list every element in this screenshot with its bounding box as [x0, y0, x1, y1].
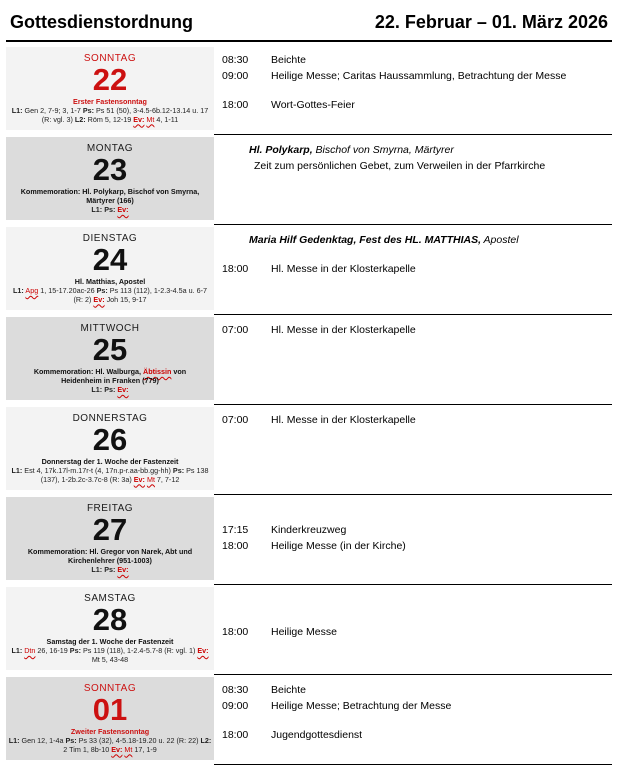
event-description: Heilige Messe (in der Kirche)	[271, 539, 406, 552]
text-segment: L1:	[91, 384, 103, 394]
event-row	[222, 624, 610, 640]
text-segment: Bischof von Smyrna, Märtyrer	[312, 143, 454, 156]
text-segment: Ev:	[117, 384, 129, 394]
text-segment: Ev:	[133, 114, 145, 124]
events-column	[214, 407, 612, 495]
feast-title	[6, 637, 214, 646]
events-column	[214, 137, 612, 225]
lectionary-readings	[6, 737, 214, 755]
event-row	[222, 261, 610, 277]
day-name: FREITAG	[86, 502, 134, 514]
text-segment: Ps:	[82, 105, 95, 115]
text-segment: 7, 7-12	[154, 474, 180, 484]
event-description: Heilige Messe; Betrachtung der Messe	[271, 699, 452, 712]
event-list	[222, 412, 610, 428]
event-time: 07:00	[222, 413, 249, 426]
schedule-table	[6, 42, 612, 765]
text-segment: L1:	[91, 564, 103, 574]
text-segment: Ps 33 (32), 4-5.18-19.20 u. 22 (R: 22)	[76, 735, 201, 745]
text-segment: Ev:	[197, 645, 209, 655]
lectionary-readings	[6, 386, 214, 395]
text-segment: Gen 2, 7-9; 3, 1-7	[22, 105, 83, 115]
text-segment: Kommemoration: Hl. Walburga,	[33, 366, 143, 376]
text-segment: L2:	[74, 114, 86, 124]
text-segment: Mt	[124, 744, 133, 754]
feast-title	[6, 277, 214, 286]
day-number: 28	[92, 601, 128, 637]
text-segment: Hl. Polykarp,	[249, 143, 313, 156]
event-description: Hl. Messe in der Klosterkapelle	[271, 262, 416, 275]
day-row	[6, 47, 612, 135]
event-row	[222, 52, 610, 68]
text-segment: Dtn	[24, 645, 36, 655]
day-number: 01	[92, 691, 128, 727]
event-description: Jugendgottesdienst	[271, 728, 363, 741]
event-time: 18:00	[222, 539, 249, 552]
day-row	[6, 587, 612, 675]
event-row	[222, 322, 610, 338]
events-column	[214, 47, 612, 135]
day-name: SONNTAG	[83, 52, 137, 64]
event-description: Hl. Messe in der Klosterkapelle	[271, 323, 416, 336]
day-row	[6, 497, 612, 585]
lectionary-readings	[6, 107, 214, 125]
text-segment: Äbtissin	[143, 366, 172, 376]
day-row	[6, 407, 612, 495]
event-description: Wort-Gottes-Feier	[271, 98, 355, 111]
day-cell	[6, 227, 214, 310]
day-name: SAMSTAG	[84, 592, 136, 604]
day-number: 27	[92, 511, 128, 547]
event-time: 18:00	[222, 625, 249, 638]
text-segment: Ps:	[69, 645, 81, 655]
day-number: 24	[92, 241, 128, 277]
day-name: SONNTAG	[83, 682, 137, 694]
text-segment: Maria Hilf Gedenktag, Fest des HL. MATTHIAS,	[249, 233, 482, 246]
text-segment: L1:	[91, 204, 103, 214]
note-line: Zeit zum persönlichen Gebet, zum Verweilen in der Pfarrkirche	[254, 159, 546, 172]
feast-title	[6, 97, 214, 106]
lectionary-readings	[6, 566, 214, 575]
event-description: Heilige Messe	[271, 625, 337, 638]
event-time: 09:00	[222, 699, 249, 712]
event-description: Beichte	[271, 53, 307, 66]
event-list	[222, 322, 610, 338]
event-description: Heilige Messe; Caritas Haussammlung, Betrachtung der Messe	[271, 69, 567, 82]
event-row	[222, 538, 610, 554]
text-segment: Ps:	[172, 465, 185, 475]
day-cell	[6, 587, 214, 670]
text-segment: Mt 5, 43-48	[91, 654, 129, 664]
text-segment: Ps:	[96, 285, 108, 295]
text-segment: L1:	[13, 285, 24, 295]
day-cell	[6, 677, 214, 760]
page-title: Gottesdienstordnung	[10, 12, 193, 32]
event-description: Beichte	[271, 683, 307, 696]
day-number: 22	[92, 61, 128, 97]
day-number: 25	[92, 331, 128, 367]
text-segment: L1:	[11, 105, 23, 115]
events-column	[214, 317, 612, 405]
event-time: 18:00	[222, 262, 249, 275]
text-segment: 4, 1-11	[154, 114, 179, 124]
day-number: 26	[92, 421, 128, 457]
text-segment: L1:	[8, 735, 20, 745]
text-segment: 1, 15-17.20ac-26	[38, 285, 97, 295]
day-number: 23	[92, 151, 128, 187]
day-name: MITTWOCH	[80, 322, 140, 334]
text-segment: Kommemoration: Hl. Polykarp, Bischof von Smyrna, Märtyrer (166)	[20, 186, 200, 205]
text-segment: Ev:	[111, 744, 123, 754]
day-row	[6, 677, 612, 765]
day-cell	[6, 317, 214, 400]
text-segment: Erster Fastensonntag	[73, 96, 147, 106]
day-cell	[6, 407, 214, 490]
lectionary-readings	[6, 206, 214, 215]
event-time: 08:30	[222, 53, 249, 66]
event-row	[222, 727, 610, 743]
text-segment: Apg	[25, 285, 39, 295]
event-row	[222, 97, 610, 113]
feast-title	[6, 457, 214, 466]
event-list	[222, 261, 610, 277]
text-segment: Ps 119 (118), 1-2.4-5.7-8 (R: vgl. 1)	[80, 645, 198, 655]
text-segment: Joh 15, 9-17	[104, 294, 147, 304]
event-list	[222, 52, 610, 113]
text-segment: Est 4, 17k.17l-m.17r-t (4, 17n.p-r.aa-bb.gg-hh)	[22, 465, 173, 475]
text-segment: Hl. Matthias, Apostel	[74, 276, 146, 286]
feast-title	[6, 727, 214, 736]
feast-day-header	[249, 232, 610, 248]
day-name: DONNERSTAG	[72, 412, 148, 424]
event-description: Kinderkreuzweg	[271, 523, 347, 536]
text-segment: von Heidenheim in Franken (779)	[61, 366, 187, 385]
document-header	[6, 0, 612, 42]
text-segment: 2 Tim 1, 8b-10	[63, 744, 112, 754]
date-range: 22. Februar – 01. März 2026	[374, 12, 608, 32]
feast-day-header	[249, 142, 610, 158]
text-segment: Ps:	[104, 564, 116, 574]
event-row	[222, 412, 610, 428]
day-name: MONTAG	[86, 142, 134, 154]
text-segment: L1:	[11, 645, 23, 655]
feast-title	[6, 547, 214, 565]
day-cell	[6, 47, 214, 130]
text-segment: L2:	[200, 735, 212, 745]
lectionary-readings	[6, 287, 214, 305]
day-row	[6, 317, 612, 405]
event-time: 08:30	[222, 683, 249, 696]
events-column	[214, 677, 612, 765]
event-row	[222, 68, 610, 84]
event-row	[222, 682, 610, 698]
text-segment: Gen 12, 1-4a	[19, 735, 66, 745]
text-segment: Ps:	[104, 204, 116, 214]
event-row	[222, 698, 610, 714]
text-segment: 26, 16-19	[35, 645, 70, 655]
text-segment: Ev:	[117, 204, 129, 214]
lectionary-readings	[6, 467, 214, 485]
day-name: DIENSTAG	[82, 232, 138, 244]
event-list	[222, 682, 610, 743]
event-row	[222, 522, 610, 538]
text-segment: Ps:	[65, 735, 77, 745]
event-list	[222, 522, 610, 554]
text-segment: Ev:	[93, 294, 105, 304]
feast-title	[6, 187, 214, 205]
text-segment: Ev:	[117, 564, 129, 574]
text-segment: Apostel	[481, 233, 519, 246]
event-time: 18:00	[222, 728, 249, 741]
text-segment: 17, 1-9	[132, 744, 157, 754]
day-row	[6, 227, 612, 315]
lectionary-readings	[6, 647, 214, 665]
text-segment: Donnerstag der 1. Woche der Fastenzeit	[41, 456, 179, 466]
feast-title	[6, 367, 214, 385]
day-cell	[6, 137, 214, 220]
text-segment: L1:	[11, 465, 23, 475]
text-segment: Ps 113 (112), 1-2.3-4.5a u. 6-7 (R: 2)	[73, 285, 207, 304]
events-column	[214, 227, 612, 315]
text-segment: Zweiter Fastensonntag	[70, 726, 150, 736]
event-time: 18:00	[222, 98, 249, 111]
text-segment: Mt	[146, 474, 155, 484]
text-segment: Ps 51 (50), 3-4.5-6b.12-13.14 u. 17 (R: vgl. 3)	[41, 105, 209, 124]
event-time: 07:00	[222, 323, 249, 336]
event-time: 17:15	[222, 523, 249, 536]
text-segment: Ps 138 (137), 1-2b.2c-3.7c-8 (R: 3a)	[40, 465, 209, 484]
text-segment: Kommemoration: Hl. Gregor von Narek, Abt und Kirchenlehrer (951-1003)	[27, 546, 193, 565]
events-column	[214, 497, 612, 585]
day-cell	[6, 497, 214, 580]
event-description: Hl. Messe in der Klosterkapelle	[271, 413, 416, 426]
text-segment: Ps:	[104, 384, 116, 394]
text-segment: Samstag der 1. Woche der Fastenzeit	[46, 636, 174, 646]
day-row	[6, 137, 612, 225]
text-segment: Mt	[146, 114, 155, 124]
event-time: 09:00	[222, 69, 249, 82]
events-column	[214, 587, 612, 675]
text-segment: Ev:	[133, 474, 145, 484]
event-list	[222, 624, 610, 640]
text-segment: Röm 5, 12-19	[85, 114, 134, 124]
